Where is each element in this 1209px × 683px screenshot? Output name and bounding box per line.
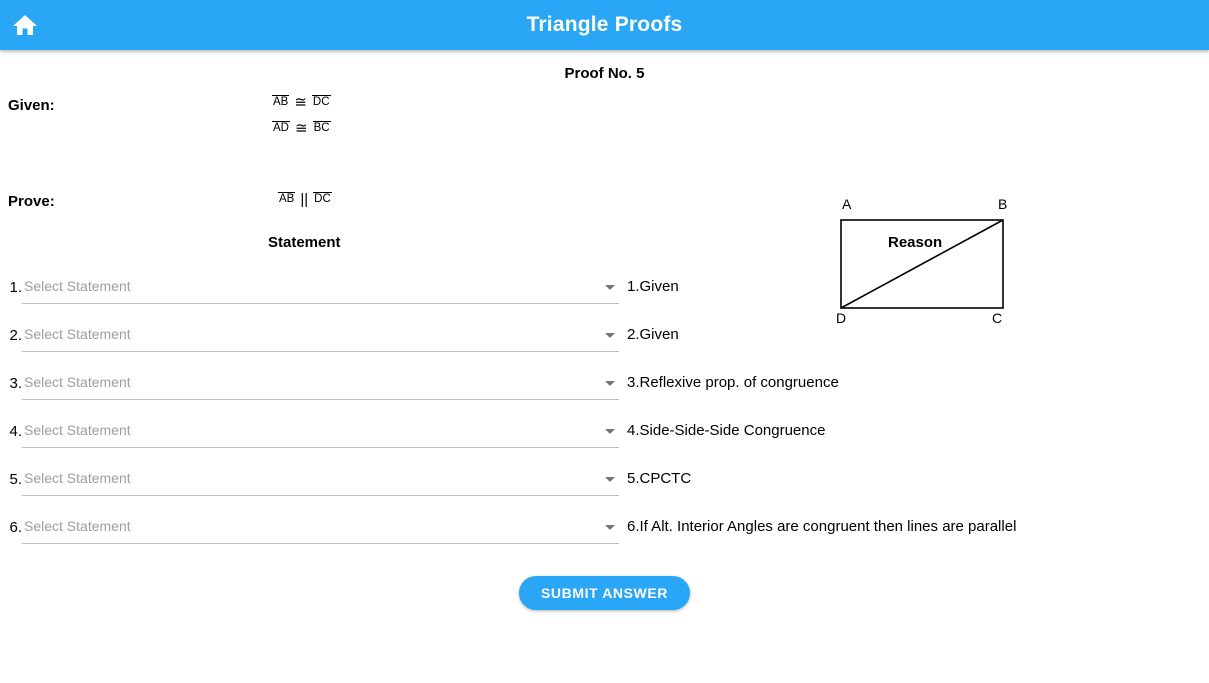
column-header-statement: Statement — [268, 234, 341, 251]
segment-label: AB — [279, 193, 295, 206]
vertex-label-a: A — [842, 196, 852, 212]
relation-symbol: ≅ — [294, 119, 308, 137]
statement-select-value: Select Statement — [24, 518, 131, 534]
table-row — [0, 464, 1209, 512]
segment-label: AB — [273, 96, 289, 109]
segment-label: DC — [312, 96, 330, 109]
row-number: 4. — [9, 423, 22, 440]
statement-select-value: Select Statement — [24, 374, 131, 390]
vertex-label-b: B — [998, 196, 1008, 212]
statement-select-value: Select Statement — [24, 326, 131, 342]
row-number: 6. — [9, 519, 22, 536]
chevron-down-icon — [605, 285, 615, 290]
table-row — [0, 368, 1209, 416]
prove-label: Prove: — [8, 193, 55, 210]
relation-symbol: || — [300, 190, 309, 208]
chevron-down-icon — [605, 429, 615, 434]
statement-select-3[interactable] — [22, 368, 619, 400]
reason-text: 3.Reflexive prop. of congruence — [627, 374, 839, 391]
prove-statement-1 — [278, 185, 332, 211]
given-statement-1 — [272, 88, 331, 114]
row-number: 1. — [9, 279, 22, 296]
chevron-down-icon — [605, 333, 615, 338]
chevron-down-icon — [605, 381, 615, 386]
statement-select-5[interactable] — [22, 464, 619, 496]
table-row — [0, 416, 1209, 464]
relation-symbol: ≅ — [294, 93, 307, 111]
statement-select-value: Select Statement — [24, 422, 131, 438]
row-number: 3. — [9, 375, 22, 392]
vertex-label-c: C — [992, 310, 1003, 326]
vertex-label-d: D — [836, 310, 847, 326]
given-label: Given: — [8, 97, 55, 114]
proof-number: Proof No. 5 — [564, 65, 645, 82]
statement-select-1[interactable] — [22, 272, 619, 304]
statement-select-2[interactable] — [22, 320, 619, 352]
reason-text: 5.CPCTC — [627, 470, 692, 487]
prove-statements — [278, 185, 332, 211]
statement-select-value: Select Statement — [24, 470, 131, 486]
statement-select-4[interactable] — [22, 416, 619, 448]
segment-label: DC — [314, 193, 331, 206]
submit-row — [0, 576, 1209, 610]
statement-select-value: Select Statement — [24, 278, 131, 294]
statement-select-6[interactable] — [22, 512, 619, 544]
proof-figure — [820, 194, 1030, 334]
given-statements — [272, 88, 331, 140]
segment-label: BC — [313, 122, 330, 135]
row-number: 2. — [9, 327, 22, 344]
app-title: Triangle Proofs — [526, 13, 683, 36]
row-number: 5. — [9, 471, 22, 488]
reason-text: 2.Given — [627, 326, 679, 343]
app-bar — [0, 0, 1209, 50]
reason-text: 1.Given — [627, 278, 679, 295]
reason-text: 6.If Alt. Interior Angles are congruent then lines are parallel — [627, 518, 1017, 535]
chevron-down-icon — [605, 525, 615, 530]
submit-answer-button[interactable]: SUBMIT ANSWER — [519, 576, 690, 610]
column-header-reason: Reason — [888, 234, 943, 251]
table-headers — [0, 234, 1209, 262]
home-icon — [12, 13, 38, 37]
table-row — [0, 512, 1209, 560]
given-statement-2 — [272, 114, 331, 140]
home-button[interactable] — [0, 0, 50, 50]
chevron-down-icon — [605, 477, 615, 482]
reason-text: 4.Side-Side-Side Congruence — [627, 422, 826, 439]
segment-label: AD — [273, 122, 289, 135]
